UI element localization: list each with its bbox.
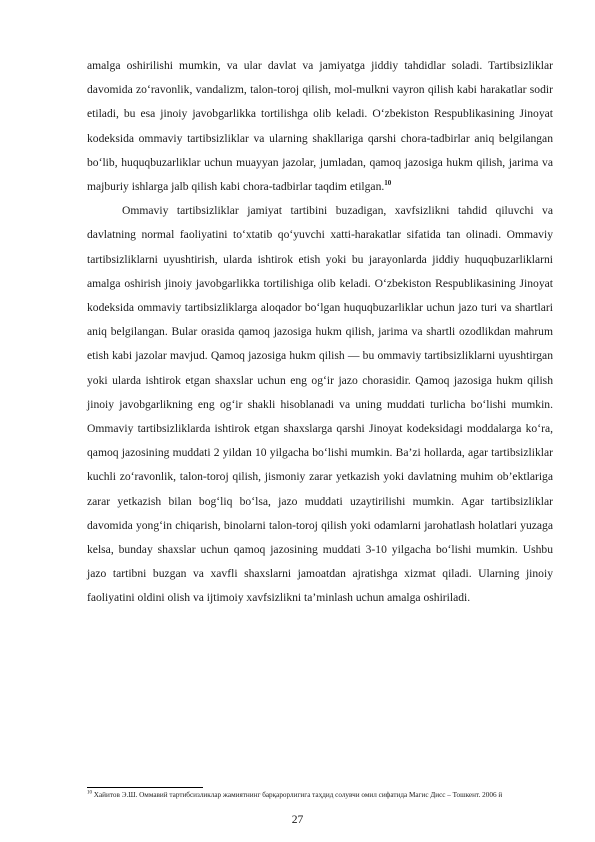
footnote [87, 790, 553, 800]
footnote-reference: 10 [384, 179, 392, 188]
footnote-marker: 10 [87, 790, 92, 796]
page-number: 27 [291, 813, 304, 826]
footnote-text: Хайитов Э.Ш. Оммавий тартибсизликлар жамиятнинг барқарорлигига таҳдид солувчи омил сифатида Магис Дисс – Тошкент. 2006 й [93, 791, 503, 799]
paragraph-1 [87, 54, 553, 199]
paragraph-1-text: amalga oshirilishi mumkin, va ular davlat va jamiyatga jiddiy tahdidlar soladi. Tartibsizliklar davomida zo‘ravonlik, vandalizm, talon-toroj qilish, mol-mulkni vayron qilish kabi harakatlar sodir etiladi, bu esa jinoiy javobgarlikka tortilishga olib keladi. O‘zbekiston Respublikasining Jinoyat kodeksida ommaviy tartibsizliklar va ularning shakllariga qarshi chora-tadbirlar aniq belgilangan bo‘lib, huquqbuzarliklar uchun muayyan jazolar, jumladan, qamoq jazosiga hukm qilish, jarima va majburiy ishlarga jalb qilish kabi chora-tadbirlar taqdim etilgan. [87, 59, 553, 194]
body-text [87, 54, 553, 611]
paragraph-2-text: Ommaviy tartibsizliklar jamiyat tartibini buzadigan, xavfsizlikni tahdid qiluvchi va davlatning normal faoliyatini to‘xtatib qo‘yuvchi xatti-harakatlar sifatida tan olinadi. Ommaviy tartibsizliklarni uyushtirish, ularda ishtirok etish yoki bu jarayonlarda jiddiy huquqbuzarliklarni amalga oshirish jinoiy javobgarlikka tortilishiga olib keladi. O‘zbekiston Respublikasining Jinoyat kodeksida ommaviy tartibsizliklarga aloqador bo‘lgan huquqbuzarliklar uchun jazo turi va shartlari aniq belgilangan. Bular orasida qamoq jazosiga hukm qilish, jarima va shartli ozodlikdan mahrum etish kabi jazolar mavjud. Qamoq jazosiga hukm qilish — bu ommaviy tartibsizliklarni uyushtirgan yoki ularda ishtirok etgan shaxslar uchun eng og‘ir jazo chorasidir. Qamoq jazosiga hukm qilish jinoiy javobgarlikning eng og‘ir shakli hisoblanadi va uning muddati turlicha bo‘lishi mumkin. Ommaviy tartibsizliklarda ishtirok etgan shaxslarga qarshi Jinoyat kodeksidagi moddalarga ko‘ra, qamoq jazosining muddati 2 yildan 10 yilgacha bo‘lishi mumkin. Ba’zi hollarda, agar tartibsizliklar kuchli zo‘ravonlik, talon-toroj qilish, jismoniy zarar yetkazish yoki davlatning muhim ob’ektlariga zarar yetkazish bilan bog‘liq bo‘lsa, jazo muddati uzaytirilishi mumkin. Agar tartibsizliklar davomida yong‘in chiqarish, binolarni talon-toroj qilish yoki odamlarni jarohatlash holatlari yuzaga kelsa, bunday shaxslar uchun qamoq jazosining muddati 3-10 yilgacha bo‘lishi mumkin. Ushbu jazo tartibni buzgan va xavfli shaxslarni jamoatdan ajratishga xizmat qiladi. Ularning jinoiy faoliyatini oldini olish va ijtimoiy xavfsizlikni ta’minlash uchun amalga oshiriladi. [87, 204, 553, 605]
footnote-separator [87, 787, 203, 788]
paragraph-2 [87, 199, 553, 610]
